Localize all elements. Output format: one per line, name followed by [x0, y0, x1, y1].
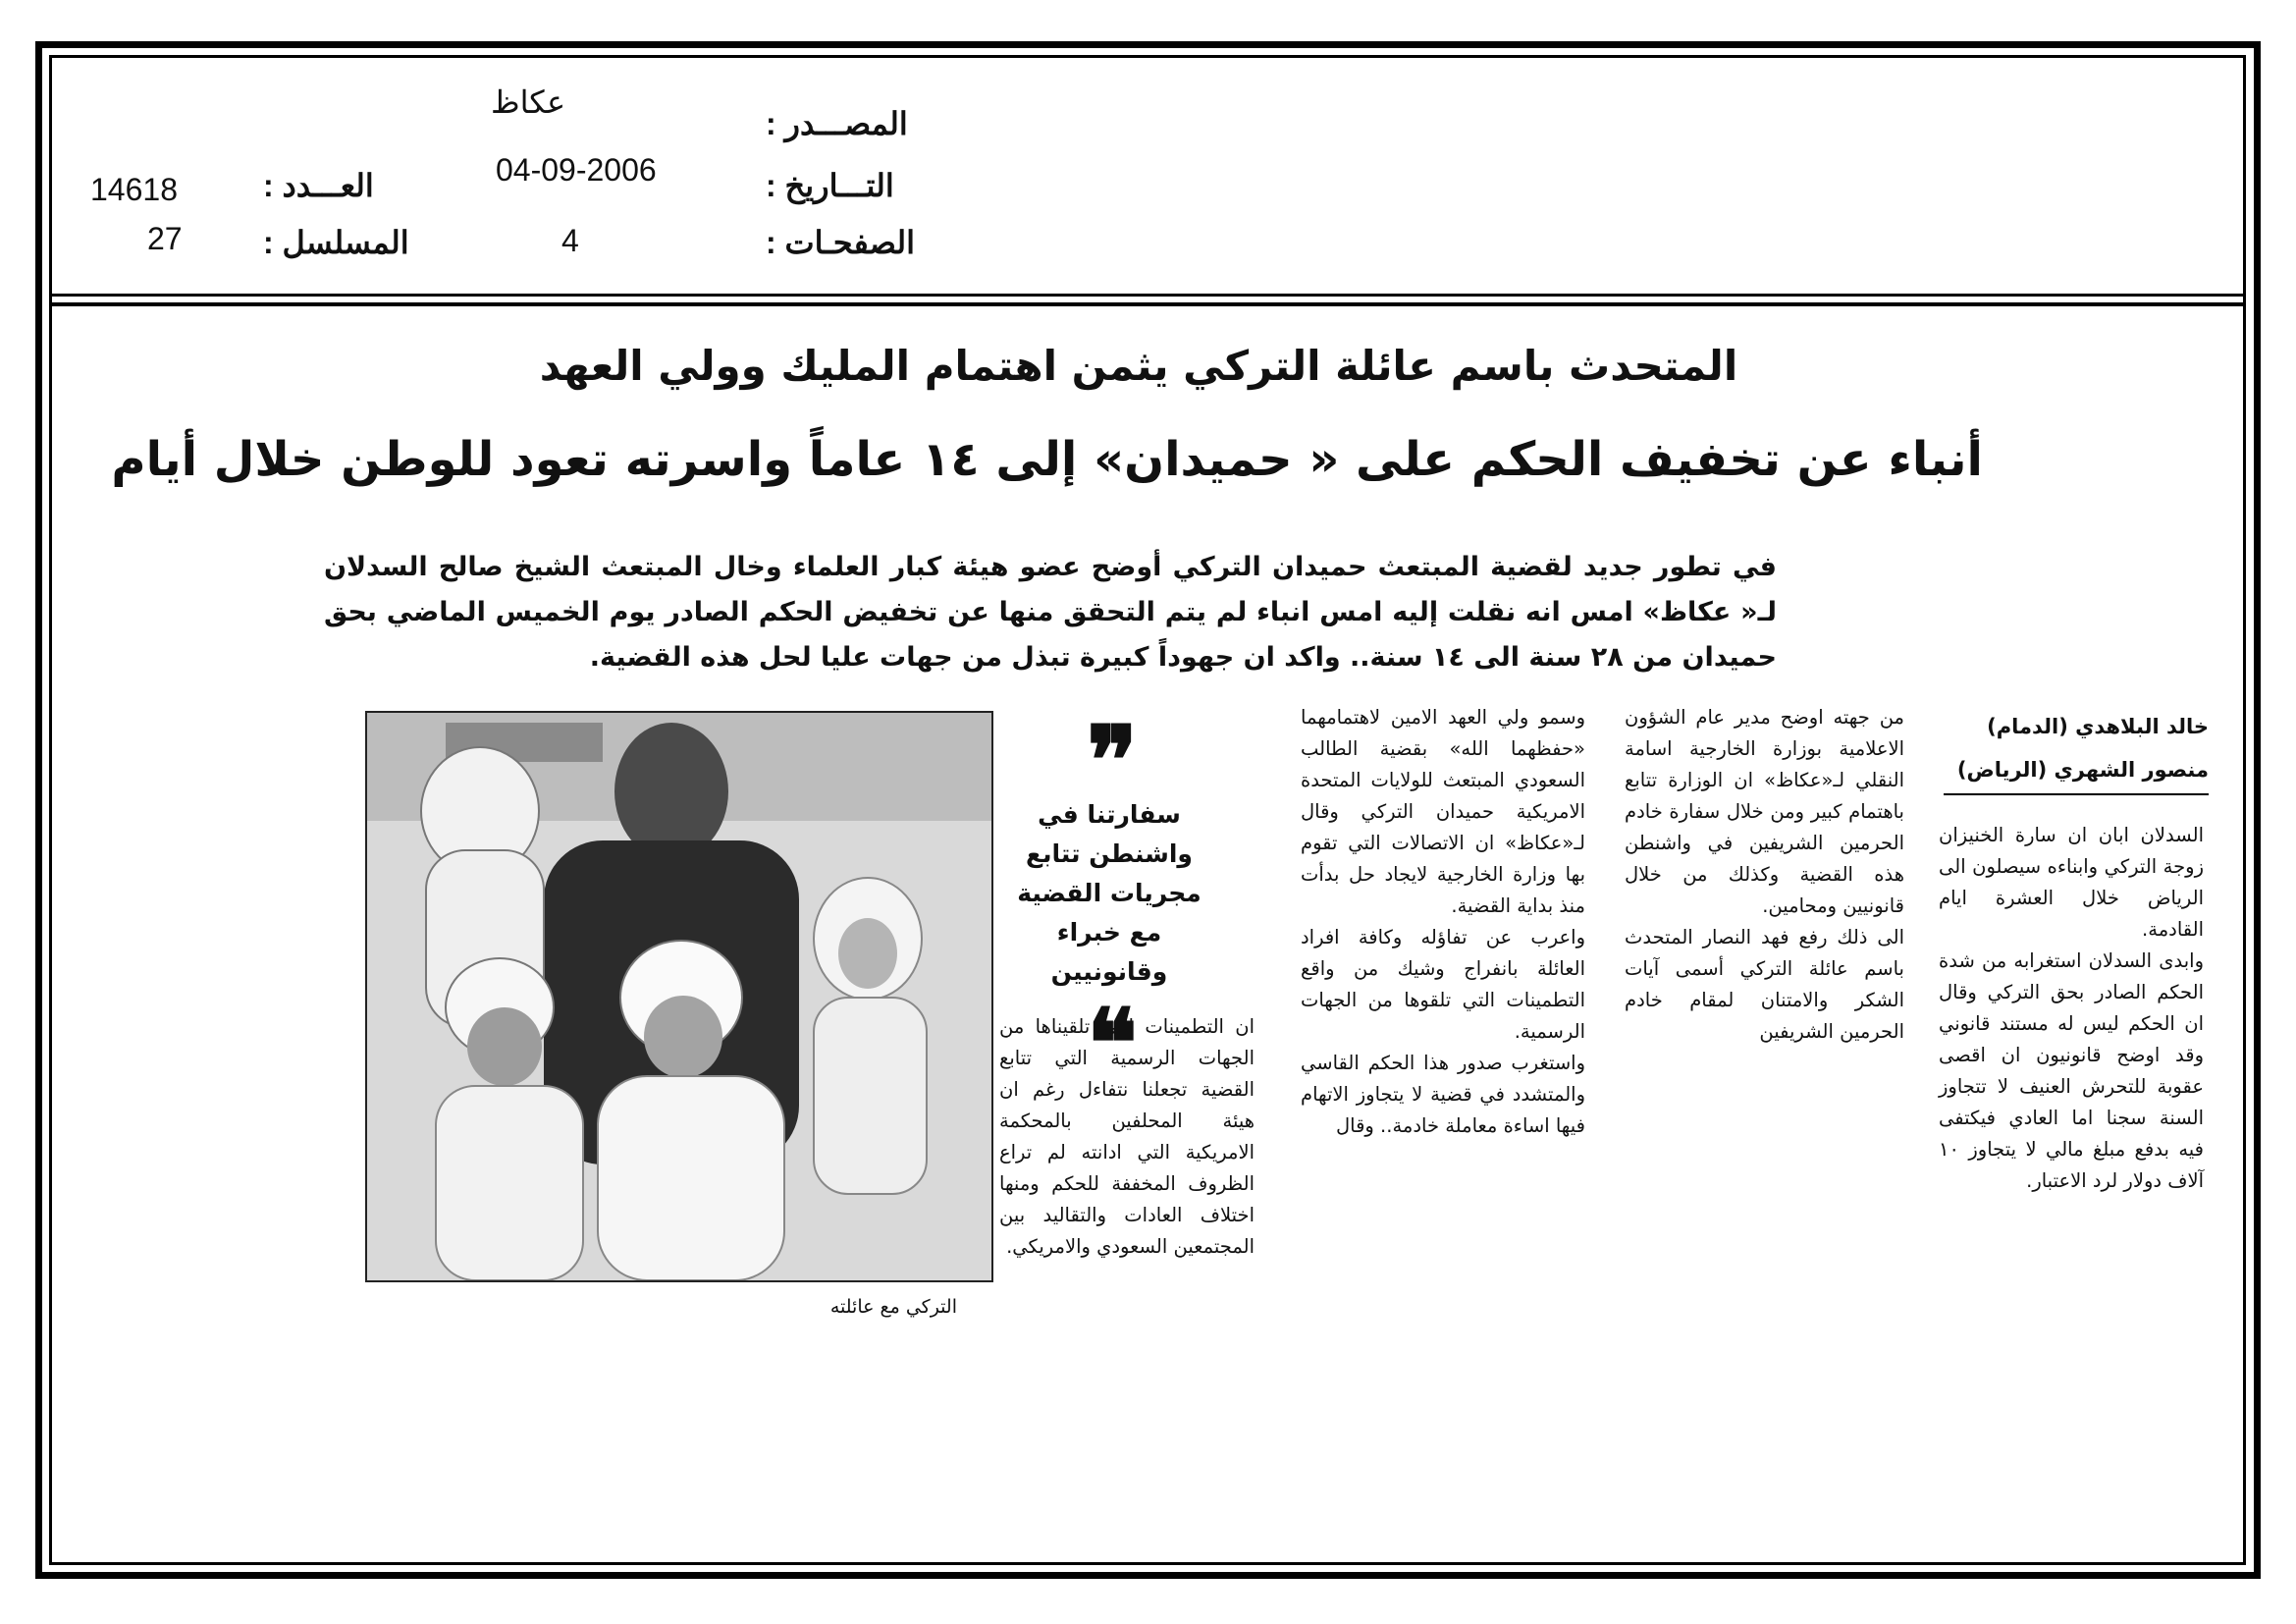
date-label: التـــاريخ :: [766, 168, 894, 203]
date-value: 04-09-2006: [496, 152, 657, 188]
source-label: المصـــدر :: [766, 106, 908, 141]
serial-value: 27: [147, 221, 183, 256]
byline-dammam: خالد البلاهدي (الدمام): [1987, 715, 2209, 738]
article-kicker: المتحدث باسم عائلة التركي يثمن اهتمام المليك وولي العهد: [539, 342, 1738, 390]
byline-riyadh: منصور الشهري (الرياض): [1956, 758, 2209, 782]
quote-open-icon: ❞: [1087, 705, 1132, 816]
byline-rule: [1944, 793, 2209, 795]
source-value: عكاظ: [491, 84, 566, 120]
serial-label: المسلسل :: [263, 225, 409, 260]
pages-label: الصفحـات :: [766, 225, 916, 260]
article-intro: في تطور جديد لقضية المبتعث حميدان التركي أوضح عضو هيئة كبار العلماء وخال المبتعث الشيخ صالح السدلان لـ« عكاظ» امس انه نقلت إليه امس انباء لم يتم التحقق منها عن تخفيض الحكم الصادر يوم الخميس الماضي بحق حميدان من ٢٨ سنة الى ١٤ سنة.. واكد ان جهوداً كبيرة تبذل من جهات عليا لحل هذه القضية.: [324, 552, 1777, 673]
pages-value: 4: [561, 223, 579, 258]
paragraph: واعرب عن تفاؤله وكافة افراد العائلة بانفراج وشيك من واقع التطمينات التي تلقوها من الجهات الرسمية.: [1301, 926, 1585, 1043]
article-column-2: [1625, 702, 1904, 1048]
photo-caption: التركي مع عائلته: [829, 1296, 957, 1318]
paragraph: السدلان ابان ان سارة الخنيزان زوجة التركي وابناءه سيصلون الى الرياض خلال العشرة ايام القادمة.: [1939, 824, 2204, 941]
quote-close-icon: ❝: [1087, 988, 1132, 1099]
article-headline: أنباء عن تخفيف الحكم على « حميدان» إلى ١٤ عاماً واسرته تعود للوطن خلال أيام: [111, 432, 1983, 487]
issue-value: 14618: [90, 172, 178, 207]
paragraph: وسمو ولي العهد الامين لاهتمامهما «حفظهما الله» بقضية الطالب السعودي المبتعث للولايات المتحدة الامريكية حميدان التركي وقال لـ«عكاظ» ان الاتصالات التي تقوم بها وزارة الخارجية لايجاد حل بدأت منذ بداية القضية.: [1301, 706, 1585, 917]
paragraph: وابدى السدلان استغرابه من شدة الحكم الصادر بحق التركي وقال ان الحكم ليس له مستند قانوني وقد اوضح قانونيون ان اقصى عقوبة للتحرش العنيف لا تتجاوز السنة سجنا اما العادي فيكتفى فيه بدفع مبلغ مالي لا يتجاوز ١٠ آلاف دولار لرد الاعتبار.: [1939, 949, 2204, 1192]
pull-quote-text: سفارتنا في واشنطن تتابع مجريات القضية مع خبراء وقانونيين: [1017, 800, 1201, 986]
header-divider: [49, 302, 2246, 306]
paragraph: ان التطمينات التي تلقيناها من الجهات الرسمية التي تتابع القضية تجعلنا نتفاءل رغم ان هيئة المحلفين بالمحكمة الامريكية التي ادانته لم تراع الظروف المخففة للحكم ومنها اختلاف العادات والتقاليد بين المجتمعين السعودي والامريكي.: [999, 1015, 1255, 1258]
family-photo-image: [367, 713, 991, 1280]
paragraph: من جهته اوضح مدير عام الشؤون الاعلامية بوزارة الخارجية اسامة النقلي لـ«عكاظ» ان الوزارة تتابع باهتمام كبير ومن خلال سفارة خادم الحرمين الشريفين في واشنطن هذه القضية وكذلك من خلال قانونيين ومحامين.: [1625, 706, 1904, 917]
paragraph: واستغرب صدور هذا الحكم القاسي والمتشدد في قضية لا يتجاوز الاتهام فيها اساءة معاملة خادمة.. وقال: [1301, 1052, 1585, 1137]
family-photo: [365, 711, 993, 1282]
pull-quote: [1011, 705, 1207, 1099]
article-column-3: [1301, 702, 1585, 1142]
article-column-1: [1939, 820, 2204, 1197]
issue-label: العـــدد :: [263, 168, 374, 203]
paragraph: الى ذلك رفع فهد النصار المتحدث باسم عائلة التركي أسمى آيات الشكر والامتنان لمقام خادم الحرمين الشريفين: [1625, 926, 1904, 1043]
